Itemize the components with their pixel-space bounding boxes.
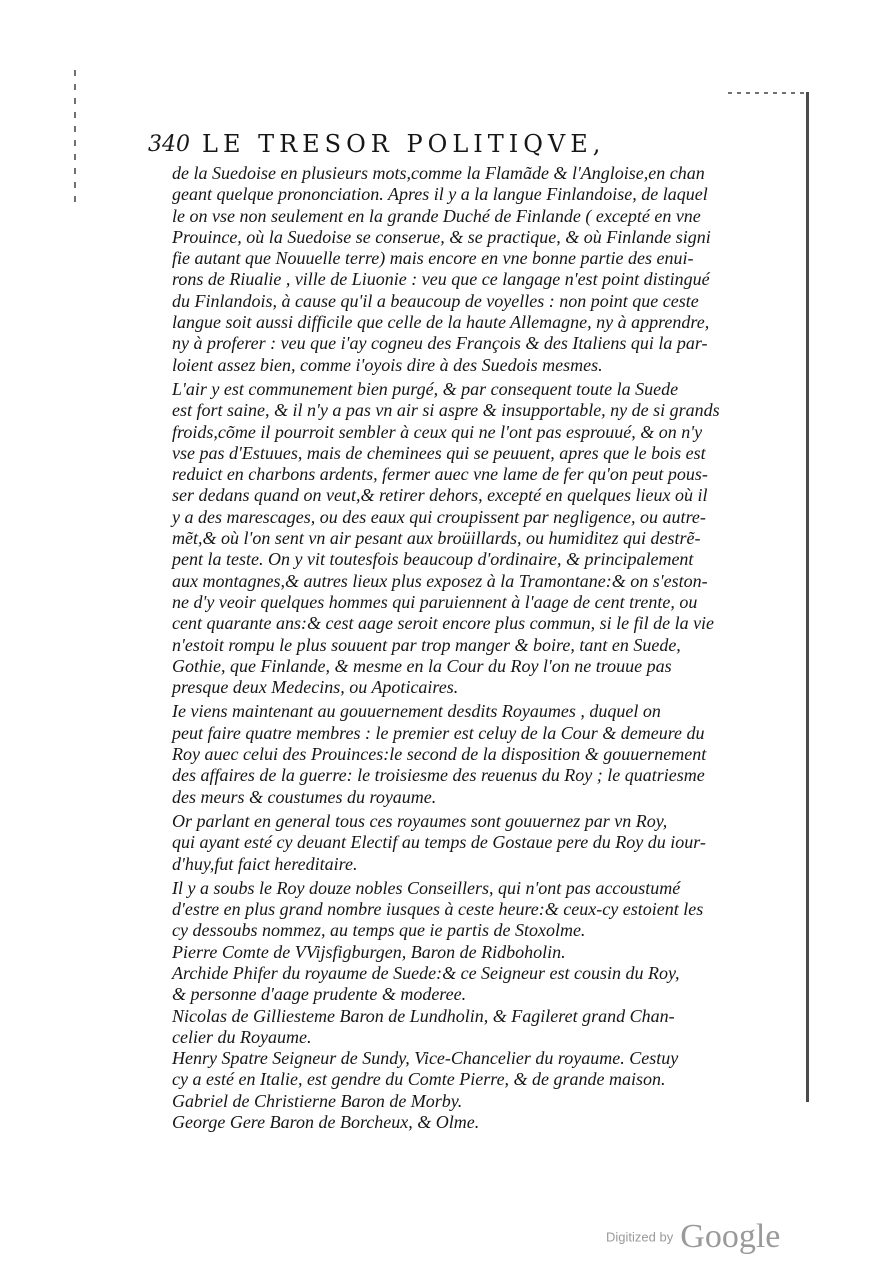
list-entry: Archide Phifer du royaume de Suede:& ce Seigneur est cousin du Roy, [172, 962, 680, 983]
list-entry: Henry Spatre Seigneur de Sundy, Vice-Chancelier du royaume. Cestuy [172, 1048, 679, 1069]
text-line: rons de Riualie , ville de Liuonie : veu que ce langage n'est point distingué [172, 269, 710, 290]
text-line: ne d'y veoir quelques hommes qui paruiennent à l'aage de cent trente, ou [172, 591, 698, 612]
page-header [148, 130, 668, 162]
text-line: peut faire quatre membres : le premier est celuy de la Cour & demeure du [172, 722, 705, 743]
list-entry: Pierre Comte de VVijsfigburgen, Baron de Ridboholin. [172, 941, 566, 962]
page-edge-shadow [806, 92, 809, 1102]
google-wordmark: Google [680, 1218, 781, 1255]
list-entry: Nicolas de Gilliesteme Baron de Lundholin, & Fagileret grand Chan- [172, 1005, 675, 1026]
text-line: reduict en charbons ardents, fermer auec vne lame de fer qu'on peut pous- [172, 464, 708, 485]
text-line: ser dedans quand on veut,& retirer dehors, excepté en quelques lieux où il [172, 485, 708, 506]
page-edge-mark-right [728, 92, 808, 94]
text-line: du Finlandois, à cause qu'il a beaucoup de voyelles : non point que ceste [172, 290, 699, 311]
digitized-watermark [606, 1218, 806, 1258]
text-line: d'huy,fut faict hereditaire. [172, 853, 358, 874]
text-line: est fort saine, & il n'y a pas vn air si aspre & insupportable, ny de si grands [172, 400, 720, 421]
text-line: geant quelque prononciation. Apres il y a la langue Finlandoise, de laquel [172, 184, 708, 205]
text-line: des affaires de la guerre: le troisiesme des reuenus du Roy ; le quatriesme [172, 765, 705, 786]
paragraph-first-line: Ie viens maintenant au gouuernement desdits Royaumes , duquel on [172, 701, 661, 722]
text-line: mẽt,& où l'on sent vn air pesant aux broüillards, ou humiditez qui destrẽ- [172, 528, 701, 549]
text-line: vse pas d'Estuues, mais de cheminees qui se peuuent, apres que le bois est [172, 442, 706, 463]
text-line: Roy auec celui des Prouinces:le second de la disposition & gouuernement [172, 744, 707, 765]
digitized-label: Digitized by [606, 1229, 674, 1245]
page-edge-mark-left [74, 70, 76, 210]
text-line: celier du Royaume. [172, 1026, 312, 1047]
text-line: le on vse non seulement en la grande Duché de Finlande ( excepté en vne [172, 205, 701, 226]
text-line: qui ayant esté cy deuant Electif au temps de Gostaue pere du Roy du iour- [172, 832, 706, 853]
running-title: LE TRESOR POLITIQVE, [202, 130, 606, 158]
text-line: fie autant que Nouuelle terre) mais encore en vne bonne partie des enui- [172, 248, 694, 269]
text-line: langue soit aussi difficile que celle de la haute Allemagne, ny à apprendre, [172, 312, 710, 333]
text-line: Prouince, où la Suedoise se conserue, & se practique, & où Finlande signi [172, 226, 711, 247]
text-line: ny à proferer : veu que i'ay cogneu des François & des Italiens qui la par- [172, 333, 708, 354]
paragraph-first-line: L'air y est communement bien purgé, & par consequent toute la Suede [172, 378, 679, 399]
text-line: cy dessoubs nommez, au temps que ie partis de Stoxolme. [172, 920, 586, 941]
text-line: des meurs & coustumes du royaume. [172, 786, 437, 807]
list-entry: George Gere Baron de Borcheux, & Olme. [172, 1112, 480, 1133]
page-number: 340 [148, 132, 190, 157]
text-line: pent la teste. On y vit toutesfois beaucoup d'ordinaire, & principalement [172, 549, 694, 570]
text-line: n'estoit rompu le plus souuent par trop manger & boire, tant en Suede, [172, 634, 681, 655]
text-line: aux montagnes,& autres lieux plus exposez à la Tramontane:& on s'eston- [172, 570, 708, 591]
text-line: froids,cõme il pourroit sembler à ceux qui ne l'ont pas esprouué, & on n'y [172, 421, 703, 442]
text-line: loient assez bien, comme i'oyois dire à des Suedois mesmes. [172, 354, 603, 375]
body-text [172, 163, 718, 1133]
text-line: cy a esté en Italie, est gendre du Comte Pierre, & de grande maison. [172, 1069, 666, 1090]
text-line: & personne d'aage prudente & moderee. [172, 984, 467, 1005]
text-line: d'estre en plus grand nombre iusques à ceste heure:& ceux-cy estoient les [172, 899, 704, 920]
text-line: Gothie, que Finlande, & mesme en la Cour du Roy l'on ne trouue pas [172, 655, 672, 676]
text-line: cent quarante ans:& cest aage seroit encore plus commun, si le fil de la vie [172, 613, 715, 634]
text-line: presque deux Medecins, ou Apoticaires. [172, 677, 459, 698]
text-line: de la Suedoise en plusieurs mots,comme la Flamãde & l'Angloise,en chan [172, 163, 705, 183]
text-line: y a des marescages, ou des eaux qui croupissent par negligence, ou autre- [172, 506, 706, 527]
list-entry: Gabriel de Christierne Baron de Morby. [172, 1090, 463, 1111]
paragraph-first-line: Il y a soubs le Roy douze nobles Conseillers, qui n'ont pas accoustumé [172, 877, 681, 898]
paragraph-first-line: Or parlant en general tous ces royaumes sont gouuernez par vn Roy, [172, 810, 668, 831]
